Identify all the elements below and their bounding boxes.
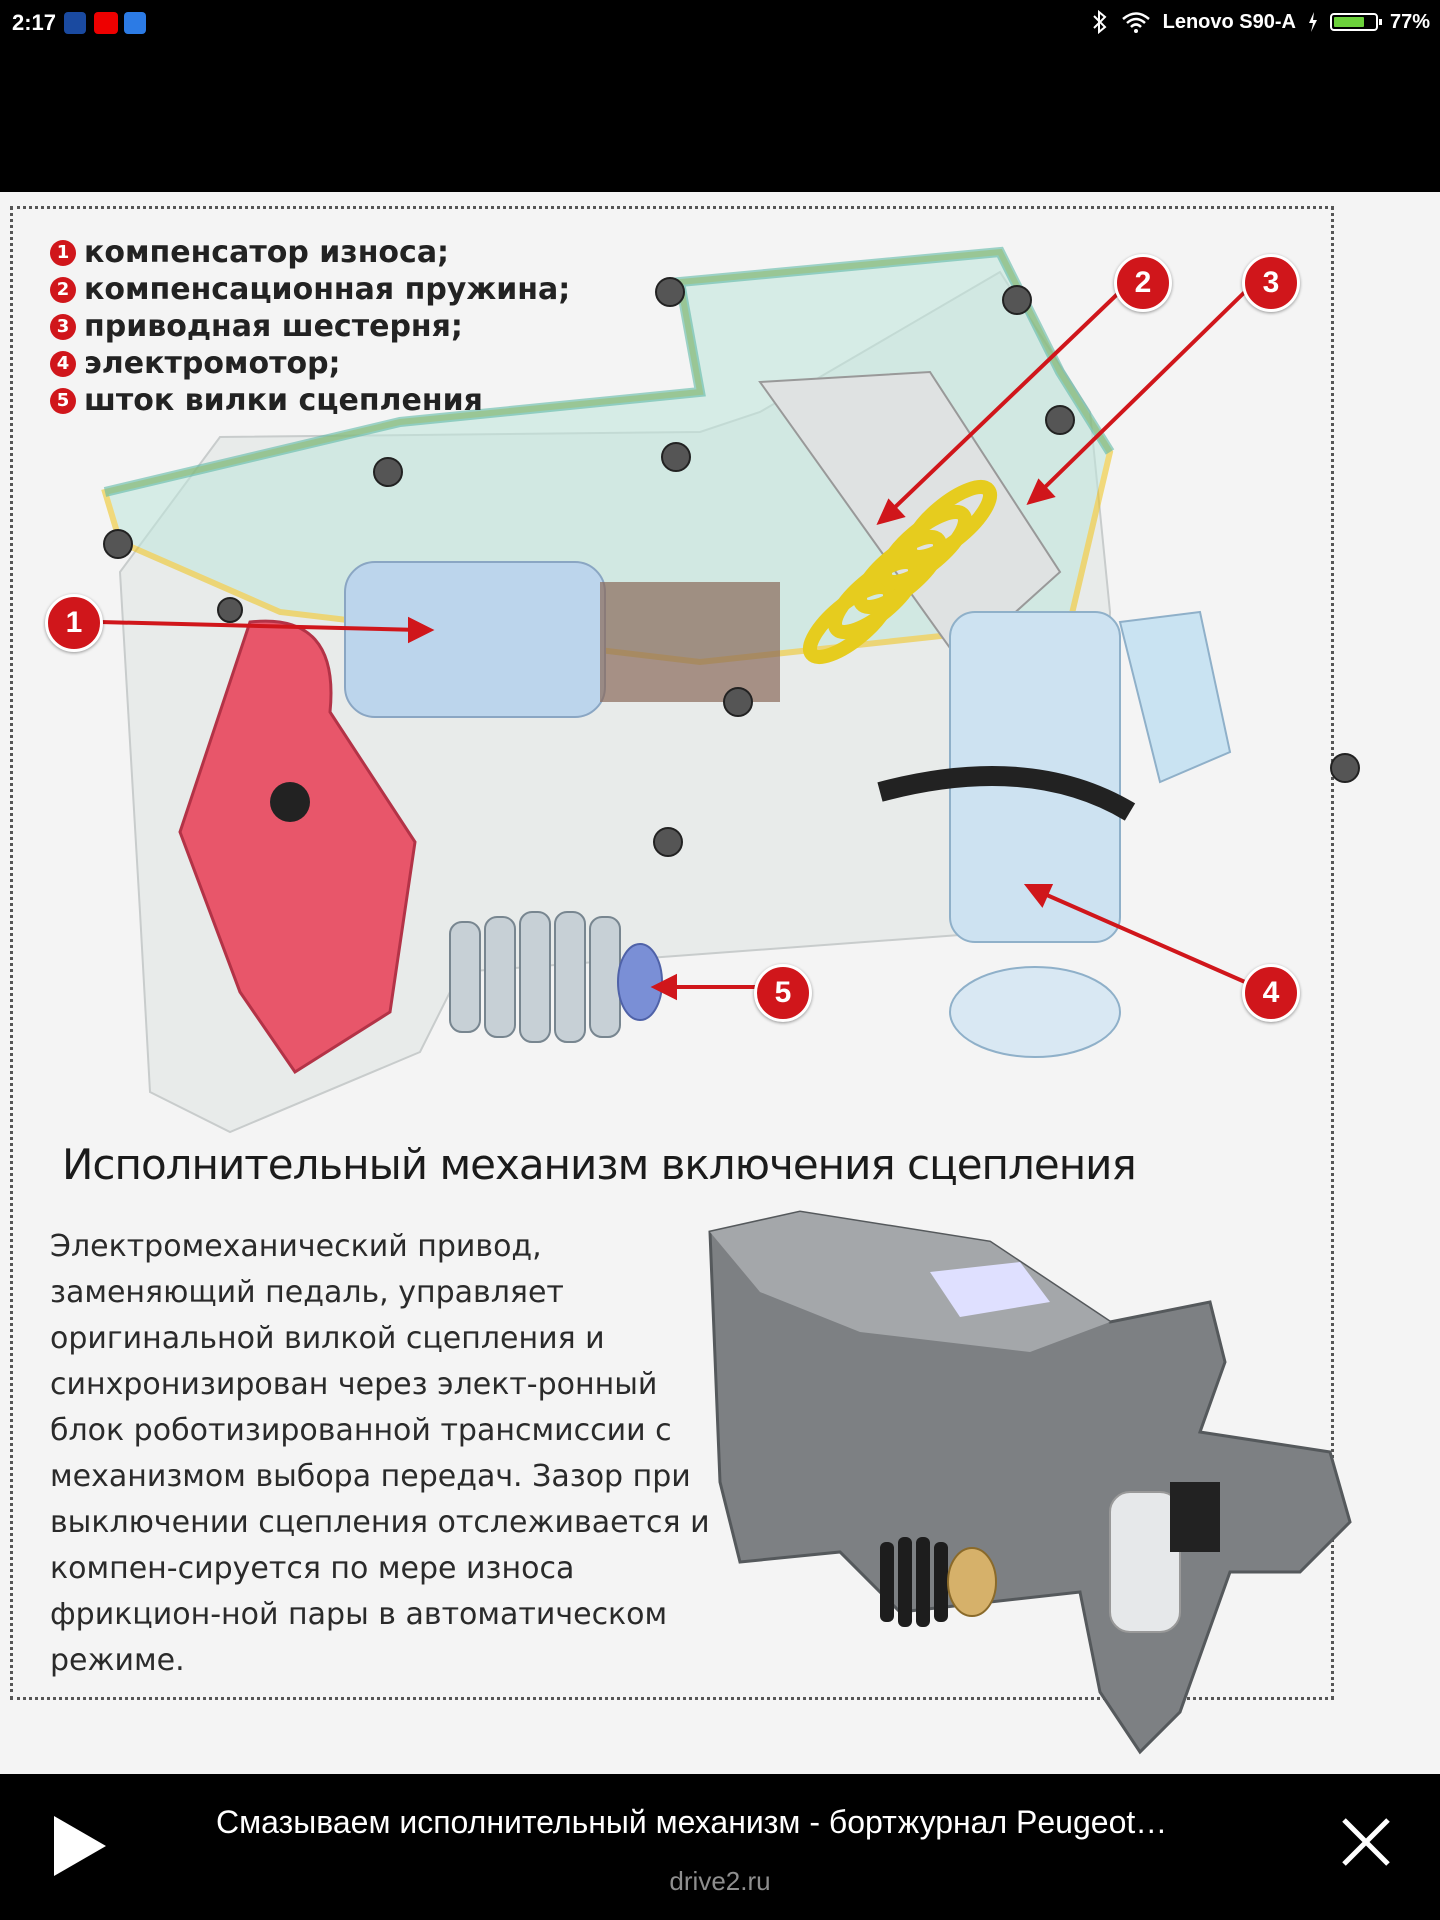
battery-percent: 77% <box>1389 10 1430 33</box>
legend-item <box>50 382 570 419</box>
bluetooth-icon <box>1091 10 1109 34</box>
wifi-icon <box>1121 11 1151 33</box>
legend-number: 2 <box>50 277 76 303</box>
youtube-icon <box>94 12 118 34</box>
battery-icon <box>1330 13 1378 31</box>
callout-1: 1 <box>45 594 103 652</box>
legend-item <box>50 234 570 271</box>
legend-text: приводная шестерня; <box>84 309 463 344</box>
callout-5: 5 <box>754 964 812 1022</box>
figure-description: Электромеханический привод, заменяющий педаль, управляет оригинальной вилкой сцепления и синхронизирован через элект-ронный блок роботизированной трансмиссии с механизмом выбора передач. Зазор при выключении сцепления отслеживается и компен-сируется по мере износа фрикцион-ной пары в автоматическом режиме. <box>50 1229 710 1678</box>
bluetooth-app-icon <box>124 12 146 34</box>
legend-text: электромотор; <box>84 346 341 381</box>
close-icon[interactable] <box>1338 1814 1394 1870</box>
legend-number: 5 <box>50 388 76 414</box>
status-time: 2:17 <box>12 10 57 35</box>
figure-legend <box>50 234 570 419</box>
legend-item <box>50 271 570 308</box>
legend-number: 4 <box>50 351 76 377</box>
photos-icon <box>64 12 86 34</box>
legend-number: 1 <box>50 240 76 266</box>
legend-item <box>50 345 570 382</box>
status-bar <box>0 0 1440 48</box>
caption-source[interactable]: drive2.ru <box>669 1866 771 1896</box>
legend-item <box>50 308 570 345</box>
callout-3: 3 <box>1242 254 1300 312</box>
figure-title: Исполнительный механизм включения сцепления <box>62 1140 1136 1189</box>
legend-text: компенсатор износа; <box>84 235 450 270</box>
legend-number: 3 <box>50 314 76 340</box>
carrier-name: Lenovo S90-A <box>1162 10 1296 33</box>
caption-bar <box>0 1774 1440 1920</box>
legend-text: шток вилки сцепления <box>84 383 483 418</box>
legend-text: компенсационная пружина; <box>84 272 571 307</box>
caption-title[interactable]: Смазываем исполнительный механизм - бортжурнал Peugeot… <box>216 1804 1168 1840</box>
callout-4: 4 <box>1242 964 1300 1022</box>
charging-icon <box>1308 12 1318 32</box>
callout-2: 2 <box>1114 254 1172 312</box>
image-viewer[interactable] <box>0 192 1440 1774</box>
